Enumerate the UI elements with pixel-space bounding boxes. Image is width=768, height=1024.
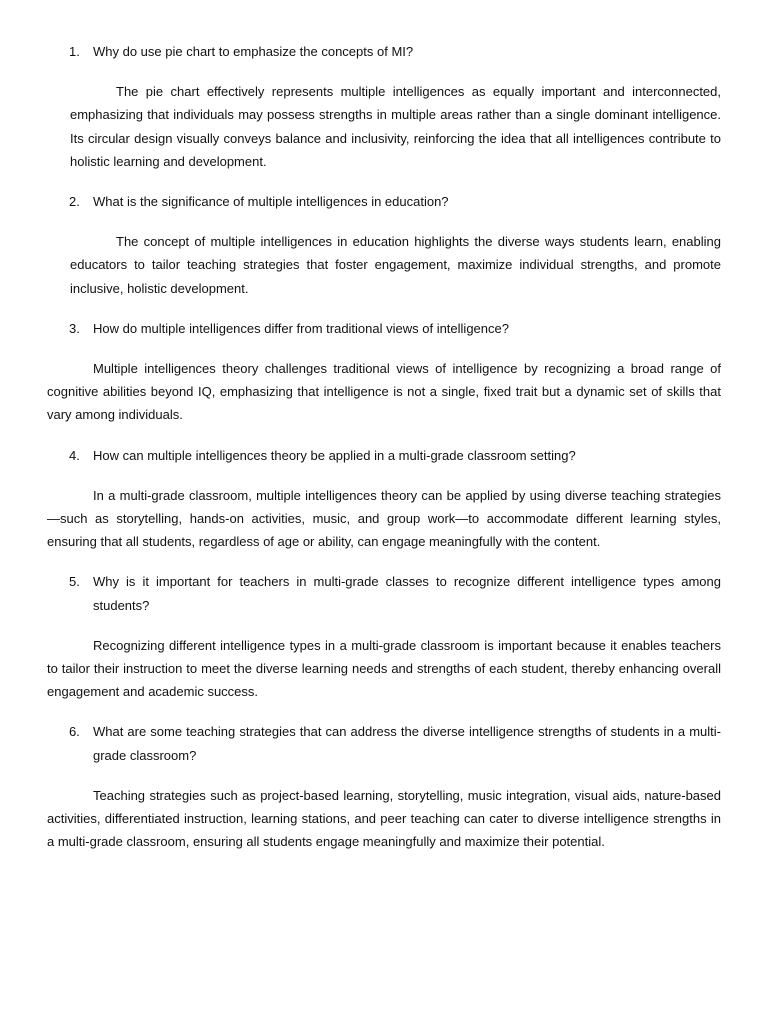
- question-text: What is the significance of multiple intelligences in education?: [93, 194, 449, 210]
- question-1: [47, 40, 721, 63]
- qa-item-2: [47, 190, 721, 300]
- question-number: 1.: [69, 44, 80, 59]
- qa-item-3: [47, 317, 721, 427]
- question-number: 3.: [69, 320, 80, 336]
- question-text: What are some teaching strategies that can address the diverse intelligence strengths of students in a multi-grade classroom?: [93, 724, 721, 763]
- question-text: Why do use pie chart to emphasize the concepts of MI?: [93, 44, 414, 59]
- question-number: 2.: [69, 194, 80, 210]
- qa-item-6: [47, 720, 721, 853]
- question-text: How can multiple intelligences theory be applied in a multi-grade classroom setting?: [93, 447, 576, 463]
- question-text: How do multiple intelligences differ from traditional views of intelligence?: [93, 320, 509, 336]
- question-number: 6.: [69, 724, 80, 740]
- question-5: [47, 570, 721, 616]
- answer-1: The pie chart effectively represents multiple intelligences as equally important and interconnected, emphasizing that individuals may possess strengths in multiple areas rather than a single dominant intelligence. Its circular design visually conveys balance and inclusivity, reinforcing the idea that all intelligences contribute to holistic learning and development.: [70, 84, 721, 169]
- question-6: [47, 720, 721, 766]
- answer-4: In a multi-grade classroom, multiple intelligences theory can be applied by using diverse teaching strategies—such as storytelling, hands-on activities, music, and group work—to accommodate different learning styles, ensuring that all students, regardless of age or ability, can engage meaningfully with the content.: [47, 487, 721, 550]
- qa-item-4: [47, 444, 721, 554]
- question-2: [47, 190, 721, 213]
- answer-2: The concept of multiple intelligences in education highlights the diverse ways students learn, enabling educators to tailor teaching strategies that foster engagement, maximize individual strengths, and promote inclusive, holistic development.: [70, 234, 721, 296]
- document-body: [47, 40, 721, 853]
- answer-6: Teaching strategies such as project-based learning, storytelling, music integration, visual aids, nature-based activities, differentiated instruction, learning stations, and peer teaching can cater to diverse intelligence strengths in a multi-grade classroom, ensuring all students engage meaningfully and maximize their potential.: [47, 787, 721, 850]
- question-number: 5.: [69, 574, 80, 590]
- question-4: [47, 444, 721, 467]
- question-3: [47, 317, 721, 340]
- qa-item-5: [47, 570, 721, 703]
- answer-3: Multiple intelligences theory challenges traditional views of intelligence by recognizing a broad range of cognitive abilities beyond IQ, emphasizing that intelligence is not a single, fixed trait but a dynamic set of skills that vary among individuals.: [47, 361, 721, 423]
- answer-5: Recognizing different intelligence types in a multi-grade classroom is important because it enables teachers to tailor their instruction to meet the diverse learning needs and strengths of each student, thereby enhancing overall engagement and academic success.: [47, 637, 721, 700]
- question-text: Why is it important for teachers in multi-grade classes to recognize different intelligence types among students?: [93, 574, 721, 613]
- qa-item-1: [47, 40, 721, 173]
- question-number: 4.: [69, 447, 80, 463]
